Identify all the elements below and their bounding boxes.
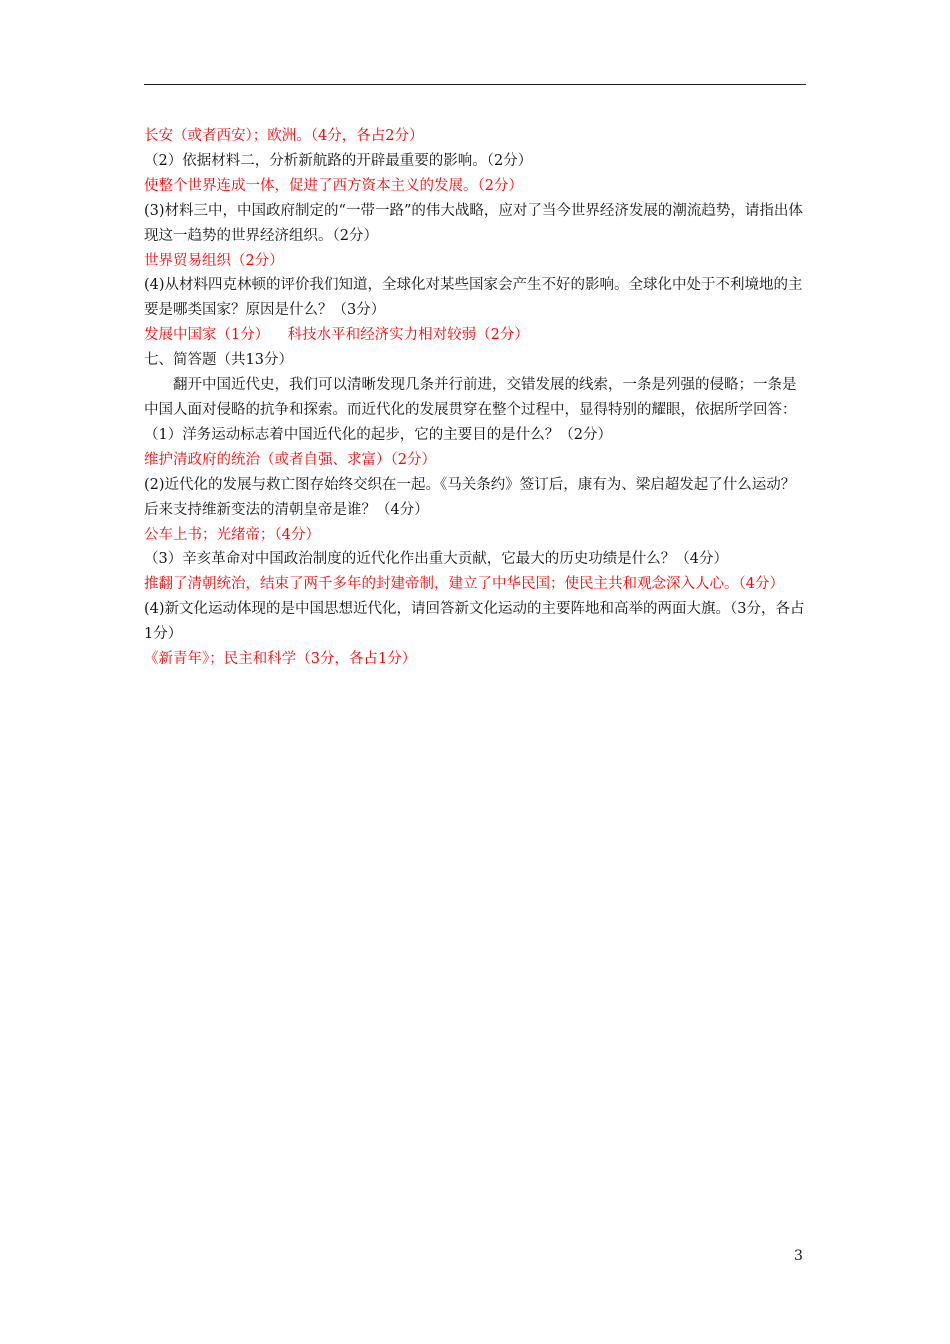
answer-line: 推翻了清朝统治，结束了两千多年的封建帝制，建立了中华民国；使民主共和观念深入人心。（4分） [144,576,784,593]
question-line: （3）辛亥革命对中国政治制度的近代化作出重大贡献，它最大的历史功绩是什么？（4分） [144,551,728,568]
document-body [144,124,806,672]
header-rule [144,84,806,85]
section-heading: 七、简答题（共13分） [144,352,293,369]
answer-line: 世界贸易组织（2分） [144,252,284,269]
question-line: （1）洋务运动标志着中国近代化的起步，它的主要目的是什么？（2分） [144,426,612,443]
answer-line: 《新青年》；民主和科学（3分，各占1分） [144,651,417,668]
question-line: （2）依据材料二，分析新航路的开辟最重要的影响。（2分） [144,152,533,169]
question-line: (2)近代化的发展与救亡图存始终交织在一起。《马关条约》签订后，康有为、梁启超发起了什么运动？后来支持维新变法的清朝皇帝是谁？（4分） [144,476,796,518]
question-line: (4)新文化运动体现的是中国思想近代化，请回答新文化运动的主要阵地和高举的两面大旗。（3分，各占1分） [144,601,805,643]
answer-line: 长安（或者西安）；欧洲。（4分，各占2分） [144,128,424,144]
answer-line: 公车上书；光绪帝；（4分） [144,526,320,543]
question-line: (3)材料三中，中国政府制定的“一带一路”的伟大战略，应对了当今世界经济发展的潮流趋势，请指出体现这一趋势的世界经济组织。（2分） [144,202,803,244]
page-number: 3 [794,1248,803,1264]
answer-line: 使整个世界连成一体，促进了西方资本主义的发展。（2分） [144,177,523,194]
intro-paragraph: 翻开中国近代史，我们可以清晰发现几条并行前进，交错发展的线索，一条是列强的侵略；一条是中国人面对侵略的抗争和探索。而近代化的发展贯穿在整个过程中，显得特别的耀眼，依据所学回答： [144,377,797,418]
answer-line: 发展中国家（1分） 科技水平和经济实力相对较弱（2分） [144,327,529,344]
answer-line: 维护清政府的统治（或者自强、求富）（2分） [144,451,436,468]
question-line: (4)从材料四克林顿的评价我们知道，全球化对某些国家会产生不好的影响。全球化中处于不利境地的主要是哪类国家？原因是什么？（3分） [144,277,803,319]
